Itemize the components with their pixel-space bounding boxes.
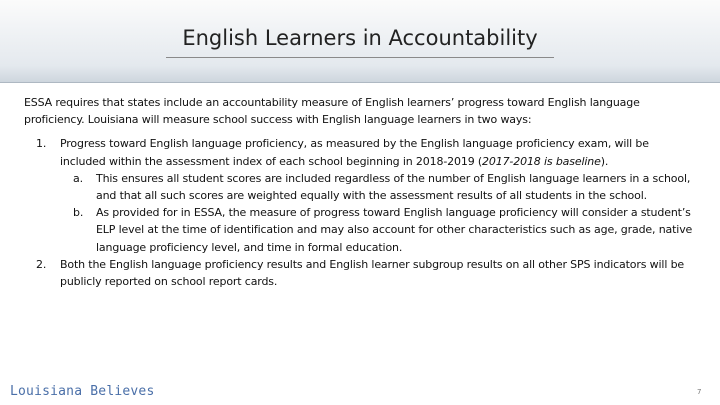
- baseline-note: 2017-2018 is baseline: [482, 154, 601, 168]
- louisiana-believes-logo: Louisiana Believes: [10, 384, 155, 399]
- sub-item-text: This ensures all student scores are included regardless of the number of English language learners in a school, and that all such scores are weighted equally with the assessment results of all students in the school.: [96, 171, 691, 203]
- list-item-1: [24, 135, 694, 169]
- list-number: 2.: [36, 257, 47, 271]
- slide-header: [0, 0, 720, 83]
- list-item-text: Both the English language proficiency results and English learner subgroup results on all other SPS indicators will be publicly reported on school report cards.: [60, 257, 685, 289]
- sub-item-a: [24, 170, 694, 204]
- list-item-2: [24, 256, 694, 290]
- list-item-text: Progress toward English language proficiency, as measured by the English language proficiency exam, will be included within the assessment index of each school beginning in 2018-2019 (: [60, 137, 649, 168]
- sub-item-b: [24, 204, 694, 256]
- sub-letter: a.: [73, 171, 83, 185]
- list-item-text-end: ).: [600, 154, 609, 168]
- intro-paragraph: ESSA requires that states include an accountability measure of English learners’ progress toward English language proficiency. Louisiana will measure school success with English language learners in two ways:: [24, 96, 640, 127]
- page-number: 7: [697, 388, 702, 396]
- sub-letter: b.: [73, 206, 84, 220]
- slide-body: [24, 94, 694, 290]
- list-number: 1.: [36, 137, 47, 151]
- slide-title: English Learners in Accountability: [182, 26, 538, 50]
- sub-item-text: As provided for in ESSA, the measure of progress toward English language proficiency will consider a student’s ELP level at the time of identification and may also account for other characteristics such as age, grade, native language proficiency level, and time in formal education.: [96, 206, 693, 254]
- title-underline: [166, 57, 554, 58]
